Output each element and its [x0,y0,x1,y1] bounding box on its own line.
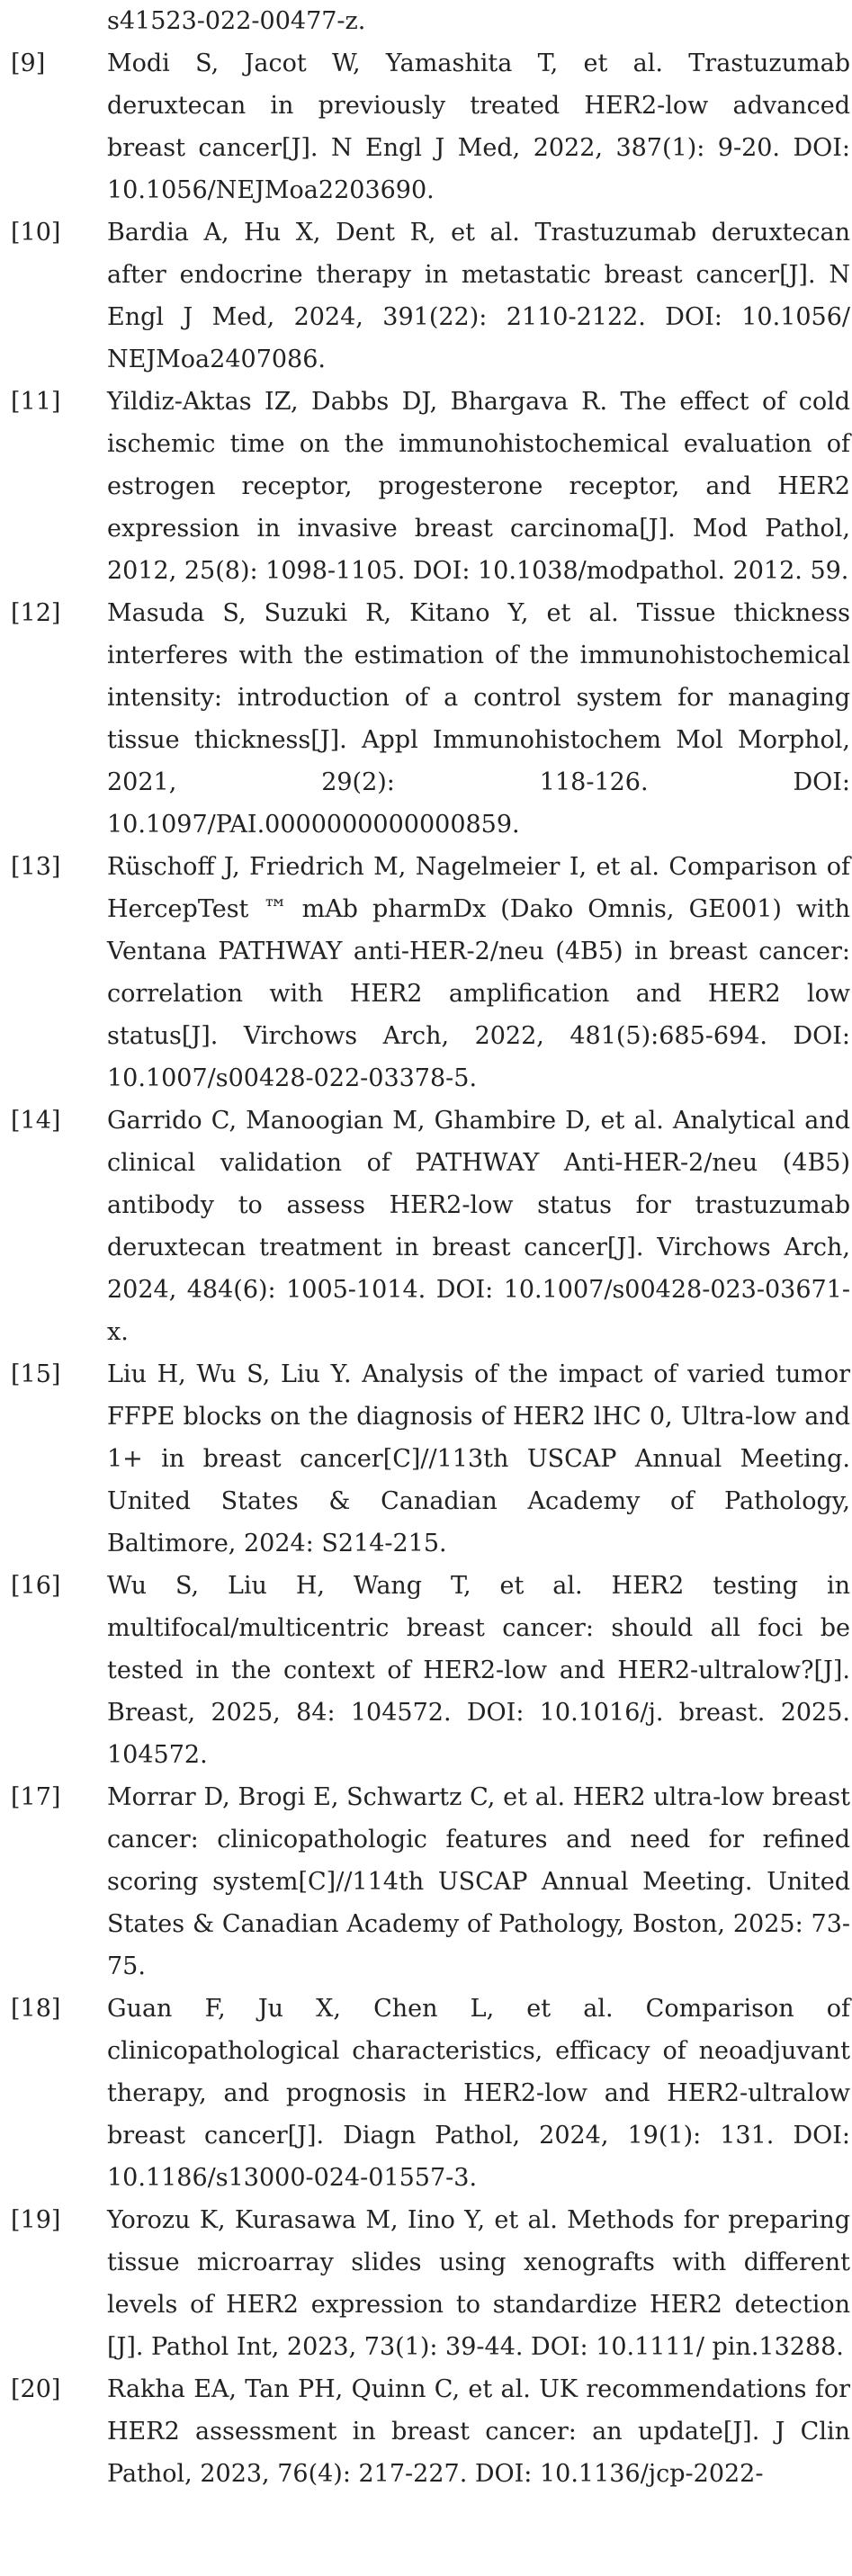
reference-item [0,0,852,42]
reference-text: Bardia A, Hu X, Dent R, et al. Trastuzumab deruxtecan after endocrine therapy in metastatic breast cancer[J]. N Engl J Med, 2024, 391(22): 2110-2122. DOI: 10.1056/ NEJMoa2407086. [107,219,850,373]
reference-item [0,1776,852,1988]
reference-item [0,1353,852,1565]
reference-item [0,2199,852,2368]
reference-item [0,1988,852,2199]
reference-item [0,1565,852,1776]
reference-number: [15] [11,1360,61,1388]
reference-number: [13] [11,853,61,881]
reference-text: Guan F, Ju X, Chen L, et al. Comparison of clinicopathological characteristics, efficacy of neoadjuvant therapy, and prognosis in HER2-low and HER2-ultralow breast cancer[J]. Diagn Pathol, 2024, 19(1): 131. DOI: 10.1186/s13000-024-01557-3. [107,1995,850,2192]
reference-number: [18] [11,1995,61,2023]
reference-item [0,1100,852,1353]
reference-number: [14] [11,1107,61,1135]
reference-item [0,592,852,846]
reference-number: [16] [11,1572,61,1600]
reference-text: Wu S, Liu H, Wang T, et al. HER2 testing in multifocal/multicentric breast cancer: should all foci be tested in the context of HER2-low and HER2-ultralow?[J]. Breast, 2025, 84: 104572. DOI: 10.1016/j. breast. 2025. 104572. [107,1572,850,1769]
reference-text: Liu H, Wu S, Liu Y. Analysis of the impact of varied tumor FFPE blocks on the diagnosis of HER2 lHC 0, Ultra-low and 1+ in breast cancer[C]//113th USCAP Annual Meeting. United States & Canadian Academy of Pathology, Baltimore, 2024: S214-215. [107,1360,850,1557]
reference-text: Morrar D, Brogi E, Schwartz C, et al. HER2 ultra-low breast cancer: clinicopathologic features and need for refined scoring system[C]//114th USCAP Annual Meeting. United States & Canadian Academy of Pathology, Boston, 2025: 73-75. [107,1783,850,1980]
reference-number: [17] [11,1783,61,1811]
reference-number: [19] [11,2206,61,2234]
reference-text: Masuda S, Suzuki R, Kitano Y, et al. Tissue thickness interferes with the estimation of the immunohistochemical intensity: introduction of a control system for managing tissue thickness[J]. Appl Immunohistochem Mol Morphol, 2021, 29(2): 118-126. DOI: 10.1097/PAI.0000000000000859. [107,599,850,839]
reference-number: [20] [11,2375,61,2403]
reference-item [0,2368,852,2495]
reference-text: Yorozu K, Kurasawa M, Iino Y, et al. Methods for preparing tissue microarray slides using xenografts with different levels of HER2 expression to standardize HER2 detection [J]. Pathol Int, 2023, 73(1): 39-44. DOI: 10.1111/ pin.13288. [107,2206,850,2361]
reference-text: s41523-022-00477-z. [107,7,366,35]
reference-item [0,381,852,592]
reference-item [0,42,852,211]
reference-item [0,211,852,381]
reference-text: Modi S, Jacot W, Yamashita T, et al. Trastuzumab deruxtecan in previously treated HER2-low advanced breast cancer[J]. N Engl J Med, 2022, 387(1): 9-20. DOI: 10.1056/NEJMoa2203690. [107,49,850,204]
reference-text: Yildiz-Aktas IZ, Dabbs DJ, Bhargava R. The effect of cold ischemic time on the immunohistochemical evaluation of estrogen receptor, progesterone receptor, and HER2 expression in invasive breast carcinoma[J]. Mod Pathol, 2012, 25(8): 1098-1105. DOI: 10.1038/modpathol. 2012. 59. [107,388,850,585]
reference-text: Rakha EA, Tan PH, Quinn C, et al. UK recommendations for HER2 assessment in breast cancer: an update[J]. J Clin Pathol, 2023, 76(4): 217-227. DOI: 10.1136/jcp-2022- [107,2375,850,2488]
reference-item [0,846,852,1100]
reference-number: [12] [11,599,61,627]
reference-number: [9] [11,49,46,77]
reference-number: [11] [11,388,61,416]
reference-text: Garrido C, Manoogian M, Ghambire D, et al. Analytical and clinical validation of PATHWAY Anti-HER-2/neu (4B5) antibody to assess HER2-low status for trastuzumab deruxtecan treatment in breast cancer[J]. Virchows Arch, 2024, 484(6): 1005-1014. DOI: 10.1007/s00428-023-03671-x. [107,1107,850,1346]
reference-number: [10] [11,219,61,247]
reference-text: Rüschoff J, Friedrich M, Nagelmeier I, et al. Comparison of HercepTest ™ mAb pharmDx (Dako Omnis, GE001) with Ventana PATHWAY anti-HER-2/neu (4B5) in breast cancer: correlation with HER2 amplification and HER2 low status[J]. Virchows Arch, 2022, 481(5):685-694. DOI: 10.1007/s00428-022-03378-5. [107,853,850,1092]
